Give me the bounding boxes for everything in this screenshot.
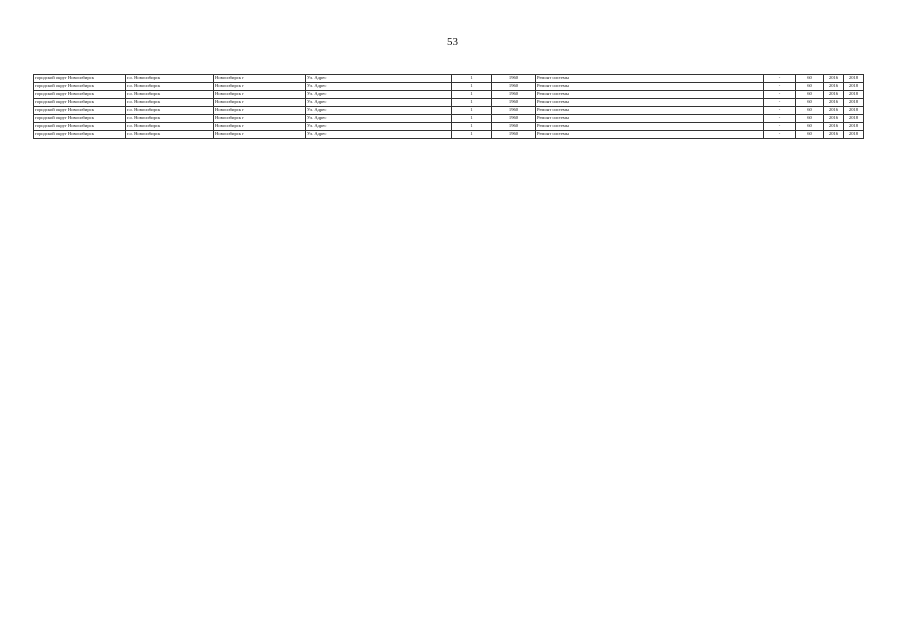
cell-year: 1960	[492, 99, 536, 107]
cell-price: 60	[796, 115, 824, 123]
page-number: 53	[447, 36, 458, 48]
cell-price: 60	[796, 99, 824, 107]
cell-work-type: Ремонт системы	[536, 123, 764, 131]
cell-end-year: 2018	[844, 107, 864, 115]
cell-locality: Новосибирск г	[214, 123, 306, 131]
cell-end-year: 2018	[844, 91, 864, 99]
cell-street: Ул. Адрес	[306, 123, 452, 131]
cell-work-type: Ремонт системы	[536, 91, 764, 99]
cell-locality: Новосибирск г	[214, 131, 306, 139]
cell-municipality: городской округ Новосибирск	[34, 131, 126, 139]
cell-year: 1960	[492, 91, 536, 99]
cell-settlement: г.о. Новосибирск	[126, 91, 214, 99]
cell-street: Ул. Адрес	[306, 91, 452, 99]
cell-locality: Новосибирск г	[214, 75, 306, 83]
cell-start-year: 2016	[824, 123, 844, 131]
table-row	[34, 99, 864, 107]
cell-year: 1960	[492, 107, 536, 115]
cell-house: 1	[452, 83, 492, 91]
cell-work-type: Ремонт системы	[536, 83, 764, 91]
table-row	[34, 91, 864, 99]
cell-house: 1	[452, 91, 492, 99]
cell-settlement: г.о. Новосибирск	[126, 99, 214, 107]
cell-work-type: Ремонт системы	[536, 107, 764, 115]
cell-work-type: Ремонт системы	[536, 131, 764, 139]
cell-price: 60	[796, 131, 824, 139]
table-body	[34, 75, 864, 139]
cell-extra: -	[764, 99, 796, 107]
cell-end-year: 2018	[844, 99, 864, 107]
cell-house: 1	[452, 75, 492, 83]
cell-start-year: 2016	[824, 115, 844, 123]
cell-year: 1960	[492, 115, 536, 123]
cell-price: 60	[796, 83, 824, 91]
cell-extra: -	[764, 123, 796, 131]
cell-house: 1	[452, 115, 492, 123]
cell-end-year: 2018	[844, 75, 864, 83]
cell-extra: -	[764, 75, 796, 83]
cell-municipality: городской округ Новосибирск	[34, 115, 126, 123]
cell-year: 1960	[492, 123, 536, 131]
cell-municipality: городской округ Новосибирск	[34, 75, 126, 83]
cell-house: 1	[452, 99, 492, 107]
cell-street: Ул. Адрес	[306, 83, 452, 91]
cell-house: 1	[452, 131, 492, 139]
cell-locality: Новосибирск г	[214, 91, 306, 99]
cell-work-type: Ремонт системы	[536, 75, 764, 83]
cell-extra: -	[764, 83, 796, 91]
cell-municipality: городской округ Новосибирск	[34, 99, 126, 107]
cell-street: Ул. Адрес	[306, 115, 452, 123]
cell-settlement: г.о. Новосибирск	[126, 75, 214, 83]
cell-end-year: 2018	[844, 115, 864, 123]
cell-year: 1960	[492, 83, 536, 91]
cell-house: 1	[452, 107, 492, 115]
cell-start-year: 2016	[824, 131, 844, 139]
cell-locality: Новосибирск г	[214, 107, 306, 115]
cell-year: 1960	[492, 75, 536, 83]
cell-extra: -	[764, 131, 796, 139]
cell-work-type: Ремонт системы	[536, 99, 764, 107]
table-row	[34, 75, 864, 83]
cell-locality: Новосибирск г	[214, 115, 306, 123]
cell-extra: -	[764, 91, 796, 99]
table-row	[34, 107, 864, 115]
cell-work-type: Ремонт системы	[536, 115, 764, 123]
cell-settlement: г.о. Новосибирск	[126, 131, 214, 139]
cell-start-year: 2016	[824, 75, 844, 83]
cell-municipality: городской округ Новосибирск	[34, 91, 126, 99]
cell-street: Ул. Адрес	[306, 99, 452, 107]
cell-price: 60	[796, 123, 824, 131]
cell-settlement: г.о. Новосибирск	[126, 83, 214, 91]
table-row	[34, 83, 864, 91]
cell-municipality: городской округ Новосибирск	[34, 107, 126, 115]
cell-locality: Новосибирск г	[214, 99, 306, 107]
cell-municipality: городской округ Новосибирск	[34, 123, 126, 131]
cell-price: 60	[796, 91, 824, 99]
cell-street: Ул. Адрес	[306, 107, 452, 115]
cell-start-year: 2016	[824, 107, 844, 115]
cell-street: Ул. Адрес	[306, 75, 452, 83]
cell-extra: -	[764, 107, 796, 115]
table-row	[34, 131, 864, 139]
cell-locality: Новосибирск г	[214, 83, 306, 91]
cell-start-year: 2016	[824, 91, 844, 99]
cell-end-year: 2018	[844, 123, 864, 131]
table-row	[34, 115, 864, 123]
cell-settlement: г.о. Новосибирск	[126, 115, 214, 123]
table-row	[34, 123, 864, 131]
cell-municipality: городской округ Новосибирск	[34, 83, 126, 91]
cell-settlement: г.о. Новосибирск	[126, 107, 214, 115]
cell-year: 1960	[492, 131, 536, 139]
cell-end-year: 2018	[844, 83, 864, 91]
cell-price: 60	[796, 75, 824, 83]
cell-house: 1	[452, 123, 492, 131]
cell-price: 60	[796, 107, 824, 115]
data-table	[33, 74, 864, 139]
cell-extra: -	[764, 115, 796, 123]
cell-start-year: 2016	[824, 99, 844, 107]
cell-end-year: 2018	[844, 131, 864, 139]
cell-start-year: 2016	[824, 83, 844, 91]
cell-settlement: г.о. Новосибирск	[126, 123, 214, 131]
cell-street: Ул. Адрес	[306, 131, 452, 139]
